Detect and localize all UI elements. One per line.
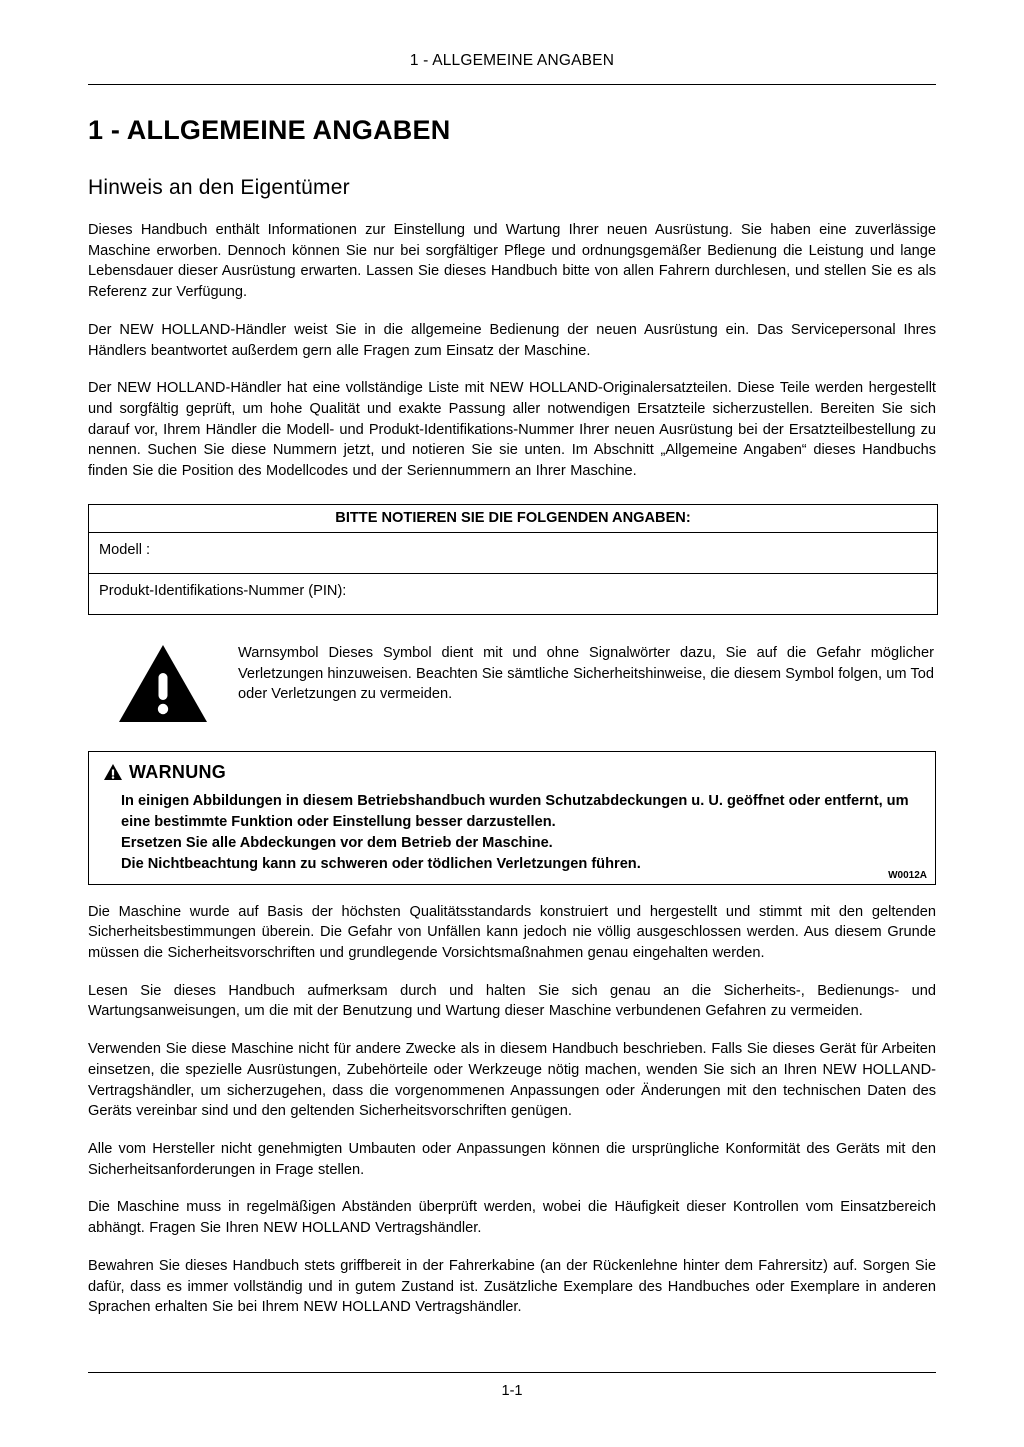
warning-title: WARNUNG	[129, 761, 227, 782]
safety-alert-symbol-block	[88, 641, 936, 725]
paragraph-3: Der NEW HOLLAND-Händler hat eine vollständige Liste mit NEW HOLLAND-Originalersatzteilen. Diese Teile werden hergestellt und sorgfältig geprüft, um hohe Qualität und exakte Passung aller notwendigen Ersatzteile sicherzustellen. Bereiten Sie sich darauf vor, Ihrem Händler die Modell- und Produkt-Identifikations-Nummer Ihrer neuen Ausrüstung bei der Ersatzteilbestellung zu nennen. Suchen Sie diese Nummern jetzt, und notieren Sie sie unten. Im Abschnitt „Allgemeine Angaben“ dieses Handbuchs finden Sie die Position des Modellcodes und der Seriennummern an Ihrer Maschine.	[88, 380, 936, 480]
pin-field-label[interactable]: Produkt-Identifikations-Nummer (PIN):	[99, 582, 347, 599]
warning-box	[88, 751, 936, 885]
section-title: Hinweis an den Eigentümer	[88, 176, 350, 199]
running-title: 1 - ALLGEMEINE ANGABEN	[409, 52, 615, 69]
paragraph-2: Der NEW HOLLAND-Händler weist Sie in die allgemeine Bedienung der neuen Ausrüstung ein. Das Servicepersonal Ihres Händlers beantwortet außerdem gern alle Fragen zum Einsatz der Maschine.	[88, 321, 936, 359]
paragraph-8: Die Maschine muss in regelmäßigen Abständen überprüft werden, wobei die Häufigkeit dieser Kontrollen vom Einsatzbereich abhängt. Fragen Sie Ihren NEW HOLLAND Vertragshändler.	[88, 1199, 936, 1237]
header-divider	[88, 84, 936, 85]
warning-line-1: In einigen Abbildungen in diesem Betriebshandbuch wurden Schutzabdeckungen u. U. geöffnet oder entfernt, um eine bestimmte Funktion oder Einstellung besser darzustellen.	[121, 792, 909, 831]
paragraph-6: Verwenden Sie diese Maschine nicht für andere Zwecke als in diesem Handbuch beschrieben. Falls Sie dieses Gerät für Arbeiten einsetzen, die spezielle Ausrüstungen, Zubehörteile oder Werkzeuge nötig machen, wenden Sie sich an Ihren NEW HOLLAND-Vertragshändler, um sicherzugehen, dass die vorgenommenen Anpassungen oder Änderungen mit den technischen Daten des Geräts vereinbar sind und den geltenden Sicherheitsvorschriften genügen.	[88, 1041, 936, 1120]
paragraph-5: Lesen Sie dieses Handbuch aufmerksam durch und halten Sie sich genau an die Sicherheits-, Bedienungs- und Wartungsanweisungen, um die mit der Benutzung und Wartung dieser Maschine verbundenen Gefahren zu vermeiden.	[88, 982, 936, 1020]
warning-triangle-small-icon	[103, 763, 123, 781]
chapter-title: 1 - ALLGEMEINE ANGABEN	[88, 115, 451, 145]
warning-code: W0012A	[888, 869, 927, 881]
page-number: 1-1	[501, 1383, 523, 1399]
page-header	[88, 0, 936, 85]
paragraph-1: Dieses Handbuch enthält Informationen zur Einstellung und Wartung Ihrer neuen Ausrüstung. Sie haben eine zuverlässige Maschine erworben. Dennoch können Sie nur bei sorgfältiger Pflege und ordnungsgemäßer Bedienung die Leistung und lange Lebensdauer dieser Ausrüstung erwarten. Lassen Sie dieses Handbuch bitte von allen Fahrern durchlesen, und stellen Sie es als Referenz zur Verfügung.	[88, 222, 936, 301]
warning-triangle-icon	[88, 641, 238, 725]
paragraph-4: Die Maschine wurde auf Basis der höchsten Qualitätsstandards konstruiert und hergestellt und stimmt mit den geltenden Sicherheitsbestimmungen überein. Die Gefahr von Unfällen kann jedoch nie völlig ausgeschlossen werden. Aus diesem Grunde müssen die Sicherheitsvorschriften und grundlegende Vorsichtsmaßnahmen genau eingehalten werden.	[88, 903, 936, 961]
table-row-heading	[89, 505, 937, 533]
paragraph-7: Alle vom Hersteller nicht genehmigten Umbauten oder Anpassungen können die ursprüngliche Konformität des Geräts mit den Sicherheitsanforderungen in Frage stellen.	[88, 1141, 936, 1178]
warning-line-2: Ersetzen Sie alle Abdeckungen vor dem Betrieb der Maschine.	[121, 835, 553, 852]
warning-header	[103, 762, 921, 783]
table-row	[89, 574, 937, 614]
safety-alert-symbol-text: Warnsymbol Dieses Symbol dient mit und ohne Signalwörter dazu, Sie auf die Gefahr möglicher Verletzungen hinzuweisen. Beachten Sie sämtliche Sicherheitshinweise, die diesem Symbol folgen, um Tod oder Verletzungen zu vermeiden.	[238, 644, 934, 703]
record-info-table	[88, 504, 938, 615]
footer-divider	[88, 1372, 936, 1373]
paragraph-9: Bewahren Sie dieses Handbuch stets griffbereit in der Fahrerkabine (an der Rückenlehne hinter dem Fahrersitz) auf. Sorgen Sie dafür, dass es immer vollständig und in gutem Zustand ist. Zusätzliche Exemplare des Handbuches oder Exemplare in anderen Sprachen erhalten Sie bei Ihrem NEW HOLLAND Vertragshändler.	[88, 1257, 936, 1316]
notice-heading: BITTE NOTIEREN SIE DIE FOLGENDEN ANGABEN:	[335, 509, 691, 526]
model-field-label[interactable]: Modell :	[99, 541, 151, 558]
table-row	[89, 533, 937, 574]
warning-body	[121, 791, 921, 876]
page-footer	[88, 1372, 936, 1399]
warning-line-3: Die Nichtbeachtung kann zu schweren oder tödlichen Verletzungen führen.	[121, 856, 641, 873]
